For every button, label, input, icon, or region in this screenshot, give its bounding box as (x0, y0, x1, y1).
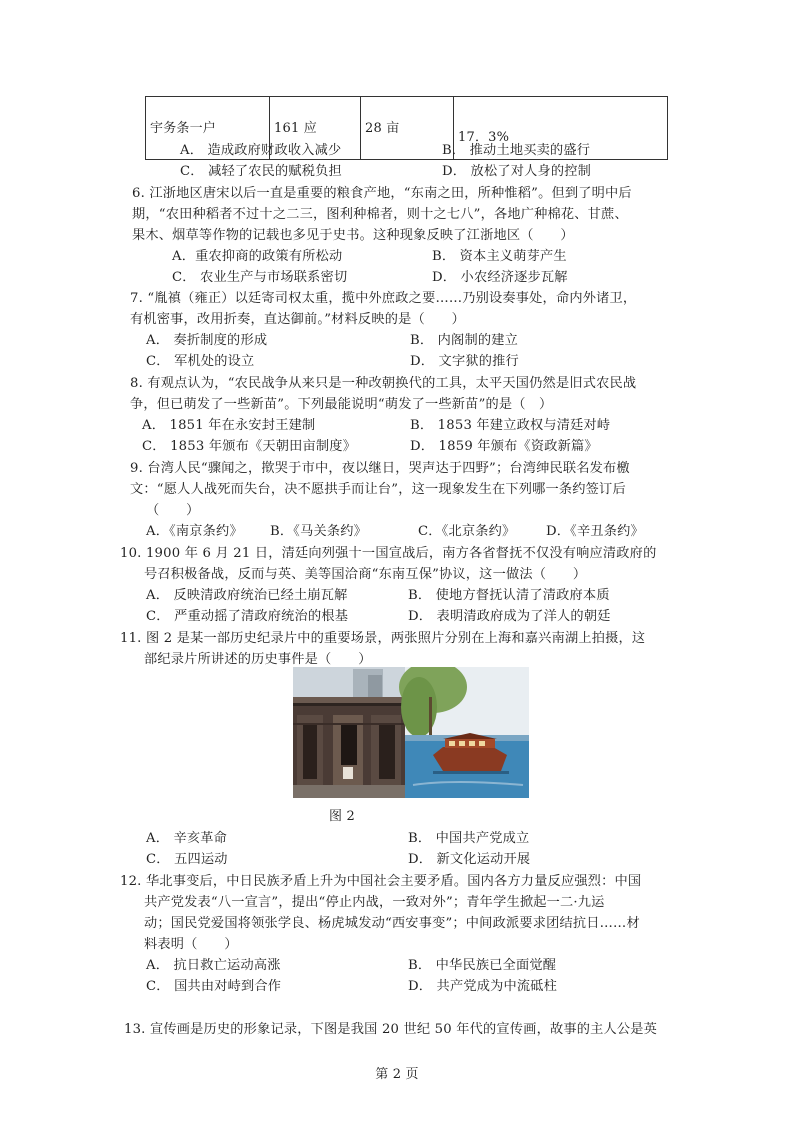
question-text: 共产党发表“八一宣言”，提出“停止内战，一致对外”；青年学生掀起一二·九运 (144, 895, 605, 910)
question-9 (130, 458, 690, 542)
question-text: 9. 台湾人民“骤闻之，揿哭于市中，夜以继日，哭声达于四野”；台湾绅民联名发布檄 (130, 461, 630, 476)
question-text: 7. “胤禛（雍正）以廷寄司权太重，揽中外庶政之要……乃别设奏事处，命内外诸卫， (130, 291, 637, 306)
question-12 (120, 871, 680, 997)
question-text: 11. 图 2 是某一部历史纪录片中的重要场景，两张照片分别在上海和嘉兴南湖上拍摄，这 (120, 631, 646, 646)
question-text: 争，但已萌发了一些新苗”。下列最能说明“萌发了一些新苗”的是（ ） (130, 397, 553, 412)
question-text: 果木、烟草等作物的记载也多见于史书。这种现象反映了江浙地区（ ） (132, 228, 574, 243)
option-d: D． 表明清政府成为了洋人的朝廷 (408, 609, 611, 624)
table-cell: 28 亩 (361, 97, 454, 160)
shikumen-building-photo (293, 667, 405, 798)
question-6 (132, 183, 692, 288)
question-11-options (146, 828, 706, 870)
question-text: 8. 有观点认为，“农民战争从来只是一种改朝换代的工具，太平天国仍然是旧式农民战 (130, 376, 637, 391)
question-text: 10. 1900 年 6 月 21 日，清廷向列强十一国宣战后，南方各省督抚不仅没有响应清政府的 (120, 546, 657, 561)
option-a: A．《南京条约》 (146, 524, 243, 539)
option-d: D． 1859 年颁布《资政新篇》 (410, 439, 598, 454)
question-text: 12. 华北事变后，中日民族矛盾上升为中国社会主要矛盾。国内各方力量反应强烈：中国 (120, 874, 642, 889)
question-text: 有机密事，改用折奏，直达御前。”材料反映的是（ ） (130, 312, 466, 327)
table-cell: 17．3% (454, 97, 668, 160)
page-number: 第 2 页 (375, 1067, 419, 1082)
option-c: C． 军机处的设立 (146, 354, 255, 369)
option-c: C． 农业生产与市场联系密切 (172, 270, 348, 285)
question-13 (124, 1019, 684, 1040)
option-c: C． 1853 年颁布《天朝田亩制度》 (142, 439, 357, 454)
figure-2-photos (293, 667, 529, 798)
option-c: C．《北京条约》 (418, 524, 516, 539)
option-d: D．《辛丑条约》 (546, 524, 644, 539)
option-c: C． 国共由对峙到合作 (146, 979, 282, 994)
option-a: A．重农抑商的政策有所松动 (172, 249, 343, 264)
option-d: D． 共产党成为中流砥柱 (408, 979, 558, 994)
option-b: B． 使地方督抚认清了清政府本质 (408, 588, 610, 603)
table-cell: 宇务条一户 (146, 97, 270, 160)
option-d: D． 小农经济逐步瓦解 (432, 270, 568, 285)
question-text: 号召积极备战，反而与英、美等国洽商“东南互保”协议，这一做法（ ） (144, 567, 587, 582)
option-c: C． 五四运动 (146, 852, 228, 867)
option-b: B． 中华民族已全面觉醒 (408, 958, 557, 973)
figure-caption: 图 2 (329, 809, 356, 824)
option-b: B．《马关条约》 (270, 524, 368, 539)
option-b: B． 中国共产党成立 (408, 831, 530, 846)
option-a: A． 造成政府财政收入减少 (180, 143, 342, 158)
question-text: 料表明（ ） (144, 937, 238, 952)
option-b: B． 资本主义萌芽产生 (432, 249, 567, 264)
option-a: A． 1851 年在永安封王建制 (142, 418, 316, 433)
option-b: B． 内阁制的建立 (410, 333, 518, 348)
question-text: 动；国民党爱国将领张学良、杨虎城发动“西安事变”；中间政派要求团结抗日……材 (144, 916, 640, 931)
question-text: 文：“愿人人战死而失台，决不愿拱手而让台”，这一现象发生在下列哪一条约签订后 (130, 482, 626, 497)
option-a: A． 抗日救亡运动高涨 (146, 958, 281, 973)
question-text: 6. 江浙地区唐宋以后一直是重要的粮食产地，“东南之田，所种惟稻”。但到了明中后 (132, 186, 632, 201)
question-text: 部纪录片所讲述的历史事件是（ ） (144, 652, 372, 667)
option-b: B． 推动土地买卖的盛行 (442, 143, 591, 158)
option-b: B． 1853 年建立政权与清廷对峙 (410, 418, 611, 433)
option-a: A． 奏折制度的形成 (146, 333, 268, 348)
option-d: D． 新文化运动开展 (408, 852, 531, 867)
question-5-options (180, 140, 680, 182)
photo-collage (293, 667, 529, 798)
option-a: A． 反映清政府统治已经土崩瓦解 (146, 588, 348, 603)
question-8 (130, 373, 690, 457)
question-text: 13. 宣传画是历史的形象记录，下图是我国 20 世纪 50 年代的宣传画，故事的主人公是英 (124, 1022, 658, 1037)
option-d: D． 放松了对人身的控制 (442, 164, 592, 179)
option-c: C． 严重动摇了清政府统治的根基 (146, 609, 349, 624)
question-7 (130, 288, 690, 372)
question-text: 期，“农田种稻者不过十之二三，图利种棉者，则十之七八”，各地广种棉花、甘蔗、 (132, 207, 628, 222)
question-text: （ ） (146, 503, 200, 518)
red-boat-photo (399, 667, 529, 798)
option-c: C． 减轻了农民的赋税负担 (180, 164, 342, 179)
table-cell: 161 应 (270, 97, 361, 160)
question-11 (120, 628, 680, 670)
question-10 (120, 543, 680, 627)
option-d: D． 文字狱的推行 (410, 354, 519, 369)
option-a: A． 辛亥革命 (146, 831, 228, 846)
